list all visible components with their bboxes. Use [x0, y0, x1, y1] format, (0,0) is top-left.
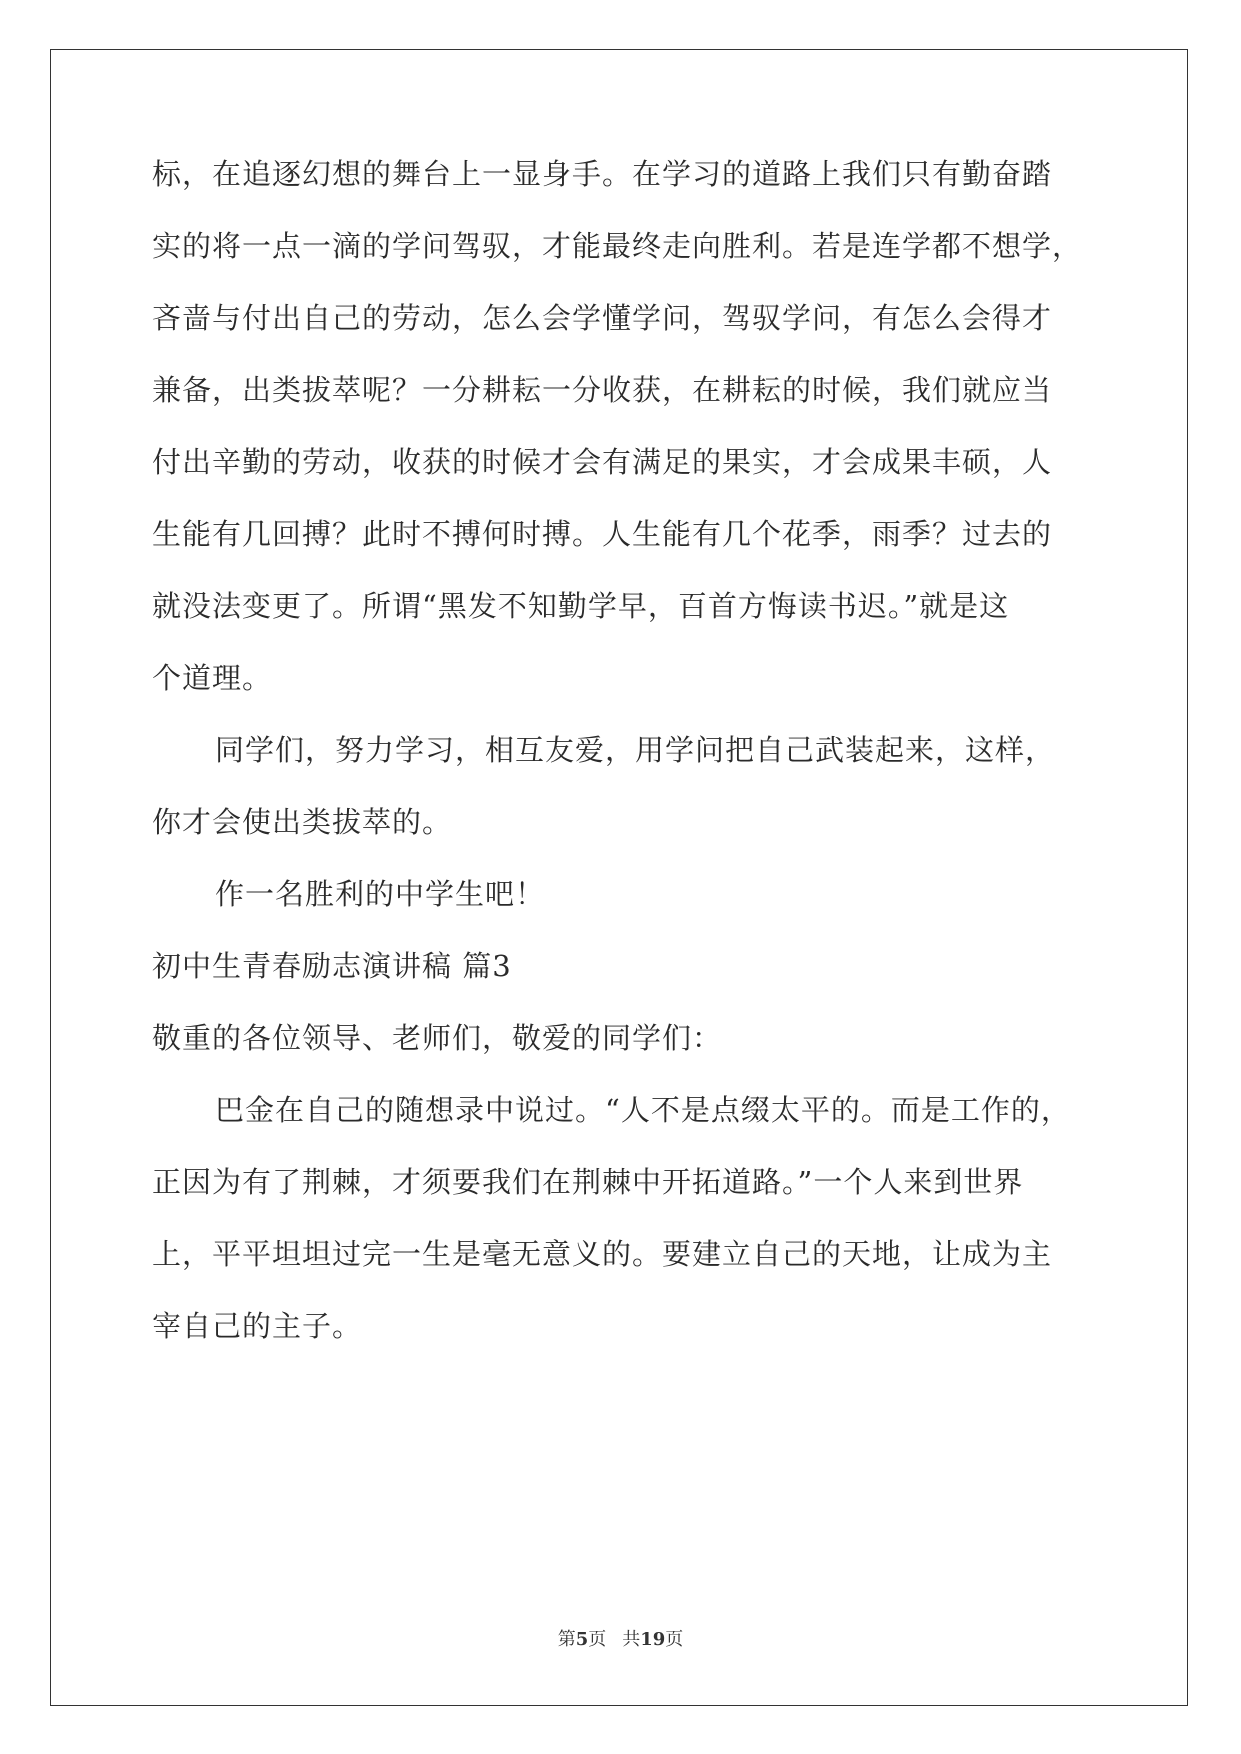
paragraph-line: 宰自己的主子。	[152, 1309, 363, 1343]
paragraph-line: 正因为有了荆棘，才须要我们在荆棘中开拓道路。”一个人来到世界	[152, 1165, 1024, 1199]
page-number: 5	[575, 1629, 589, 1650]
total-pages: 19	[640, 1629, 666, 1650]
paragraph-line: 生能有几回搏？此时不搏何时搏。人生能有几个花季，雨季？过去的	[152, 517, 1053, 551]
paragraph-line: 就没法变更了。所谓“黑发不知勤学早，百首方悔读书迟。”就是这	[152, 589, 1010, 623]
page-footer	[0, 1625, 1241, 1651]
paragraph-line: 标，在追逐幻想的舞台上一显身手。在学习的道路上我们只有勤奋踏	[152, 157, 1053, 191]
paragraph-line: 个道理。	[152, 661, 273, 695]
paragraph-line: 作一名胜利的中学生吧！	[215, 877, 546, 911]
paragraph-line: 付出辛勤的劳动，收获的时候才会有满足的果实，才会成果丰硕，人	[152, 445, 1053, 479]
section-heading: 初中生青春励志演讲稿 篇3	[152, 949, 512, 983]
paragraph-line: 巴金在自己的随想录中说过。“人不是点缀太平的。而是工作的，	[215, 1093, 1071, 1127]
paragraph-line: 实的将一点一滴的学问驾驭，才能最终走向胜利。若是连学都不想学，	[152, 229, 1083, 263]
paragraph-line: 上，平平坦坦过完一生是毫无意义的。要建立自己的天地，让成为主	[152, 1237, 1053, 1271]
page-suffix: 页	[588, 1629, 607, 1650]
total-prefix: 共	[622, 1629, 641, 1650]
paragraph-line: 同学们，努力学习，相互友爱，用学问把自己武装起来，这样，	[215, 733, 1056, 767]
paragraph-line: 你才会使出类拔萃的。	[152, 805, 453, 839]
page-prefix: 第	[557, 1629, 576, 1650]
paragraph-line: 兼备，出类拔萃呢？一分耕耘一分收获，在耕耘的时候，我们就应当	[152, 373, 1053, 407]
total-suffix: 页	[665, 1629, 684, 1650]
salutation: 敬重的各位领导、老师们，敬爱的同学们：	[152, 1021, 723, 1055]
paragraph-line: 吝啬与付出自己的劳动，怎么会学懂学问，驾驭学问，有怎么会得才	[152, 301, 1053, 335]
